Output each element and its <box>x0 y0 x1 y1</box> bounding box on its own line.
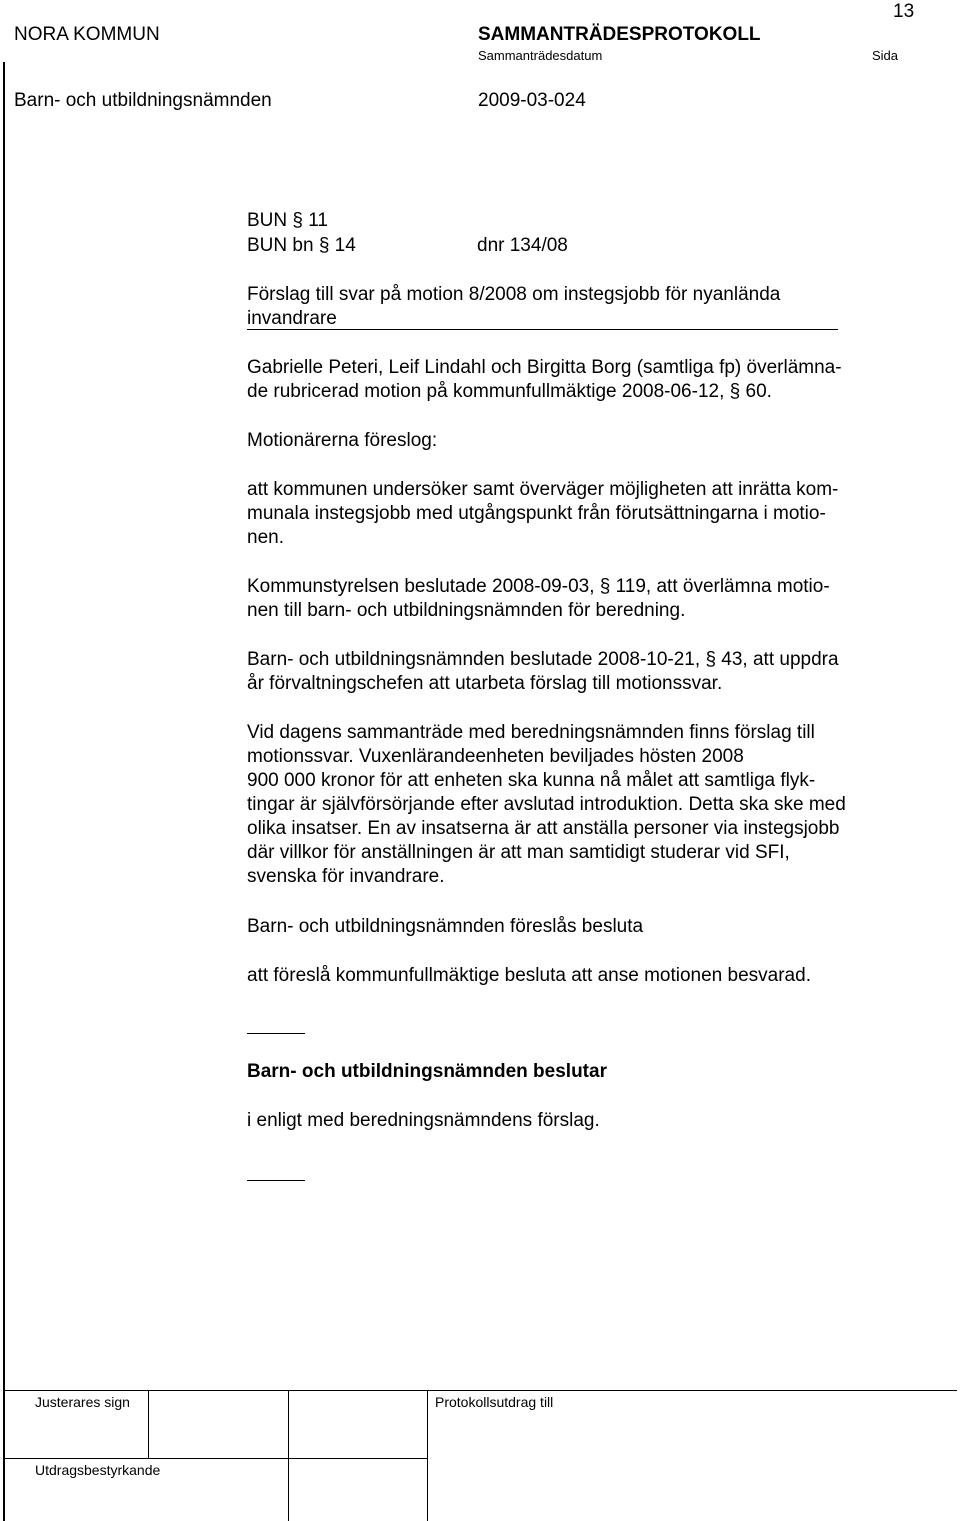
text-line: att föreslå kommunfullmäktige besluta att anse motionen besvarad. <box>247 965 811 986</box>
text-line: Vid dagens sammanträde med beredningsnämnden finns förslag till <box>247 722 815 743</box>
text-line: där villkor för anställningen är att man samtidigt studerar vid SFI, <box>247 842 790 863</box>
decision-heading: Barn- och utbildningsnämnden beslutar <box>247 1061 607 1082</box>
municipality-name: NORA KOMMUN <box>14 24 160 45</box>
text-fragment: Kommunstyrelsen beslutade 2008-09-03, <box>247 576 595 597</box>
text-fragment: 119, att överlämna motio- <box>615 576 830 597</box>
text-line: motionssvar. Vuxenlärandeenheten beviljades hösten 2008 <box>247 746 744 767</box>
text-line: att kommunen undersöker samt överväger möjligheten att inrätta kom- <box>247 479 839 500</box>
text-line: Barn- och utbildningsnämnden föreslås besluta <box>247 916 644 937</box>
separator-line <box>247 1033 305 1034</box>
footer-row-border <box>5 1458 428 1459</box>
prep-paragraph <box>247 234 356 258</box>
footer-divider <box>148 1390 149 1458</box>
paragraph-motion-proposal-label <box>247 429 917 453</box>
text-line: tingar är självförsörjande efter avslutad introduktion. Detta ska ske med <box>247 794 846 815</box>
section-sign: § <box>729 381 741 402</box>
justerares-sign-label: Justerares sign <box>35 1394 130 1410</box>
decision-text: i enligt med beredningsnämndens förslag. <box>247 1110 600 1131</box>
diary-number: dnr 134/08 <box>477 235 568 256</box>
section-sign: § <box>705 649 717 670</box>
text-line: nen. <box>247 527 284 548</box>
footer-divider <box>288 1390 289 1521</box>
title-underline <box>247 329 838 330</box>
left-margin-line <box>3 62 5 1521</box>
paragraph-bun-decision <box>247 648 917 696</box>
paragraph-motion-submitted <box>247 356 917 404</box>
section-sign: § <box>292 210 303 231</box>
prep-prefix: BUN bn <box>247 235 314 256</box>
case-title-line1: Förslag till svar på motion 8/2008 om instegsjobb för nyanlända <box>247 284 781 305</box>
section-sign: § <box>599 576 611 597</box>
paragraph-number: 11 <box>308 210 328 231</box>
paragraph-proposed-decision <box>247 964 917 988</box>
document-type: SAMMANTRÄDESPROTOKOLL <box>478 24 761 45</box>
section-sign: § <box>318 235 330 256</box>
utdragsbestyrkande-label: Utdragsbestyrkande <box>35 1462 161 1478</box>
paragraph-motion-proposal <box>247 478 917 550</box>
text-line: år förvaltningschefen att utarbeta förslag till motionssvar. <box>247 673 723 694</box>
text-line <box>247 648 917 672</box>
paragraph-ks-decision <box>247 575 917 623</box>
text-fragment: Barn- och utbildningsnämnden beslutade 2008-10-21, <box>247 649 701 670</box>
text-line <box>247 380 917 404</box>
text-fragment: 60. <box>745 381 772 402</box>
text-line: 900 000 kronor för att enheten ska kunna nå målet att samtliga flyk- <box>247 770 816 791</box>
committee-name: Barn- och utbildningsnämnden <box>14 90 272 111</box>
text-line: svenska för invandrare. <box>247 866 445 887</box>
case-title-line2: invandrare <box>247 308 337 329</box>
text-fragment: 43, att uppdra <box>721 649 839 670</box>
meeting-date: 2009-03-024 <box>478 90 586 111</box>
page-number: 13 <box>893 1 915 22</box>
footer-divider <box>427 1390 428 1521</box>
paragraph-background <box>247 721 917 889</box>
paragraph-proposed-decision-label <box>247 915 917 939</box>
text-line: Gabrielle Peteri, Leif Lindahl och Birgitta Borg (samtliga fp) överlämna- <box>247 357 842 378</box>
text-line: olika insatser. En av insatserna är att anställa personer via instegsjobb <box>247 818 840 839</box>
page-label: Sida <box>872 48 899 63</box>
paragraph-prefix: BUN <box>247 210 288 231</box>
meeting-date-label: Sammanträdesdatum <box>478 48 603 63</box>
text-fragment: de rubricerad motion på kommunfullmäktige 2008-06-12, <box>247 381 725 402</box>
text-line <box>247 575 917 599</box>
text-line: Motionärerna föreslog: <box>247 430 438 451</box>
prep-number: 14 <box>334 235 356 256</box>
text-line: nen till barn- och utbildningsnämnden för beredning. <box>247 600 686 621</box>
protokollsutdrag-label: Protokollsutdrag till <box>435 1394 554 1410</box>
case-paragraph <box>247 209 328 233</box>
text-line: munala instegsjobb med utgångspunkt från förutsättningarna i motio- <box>247 503 826 524</box>
separator-line <box>247 1180 305 1181</box>
